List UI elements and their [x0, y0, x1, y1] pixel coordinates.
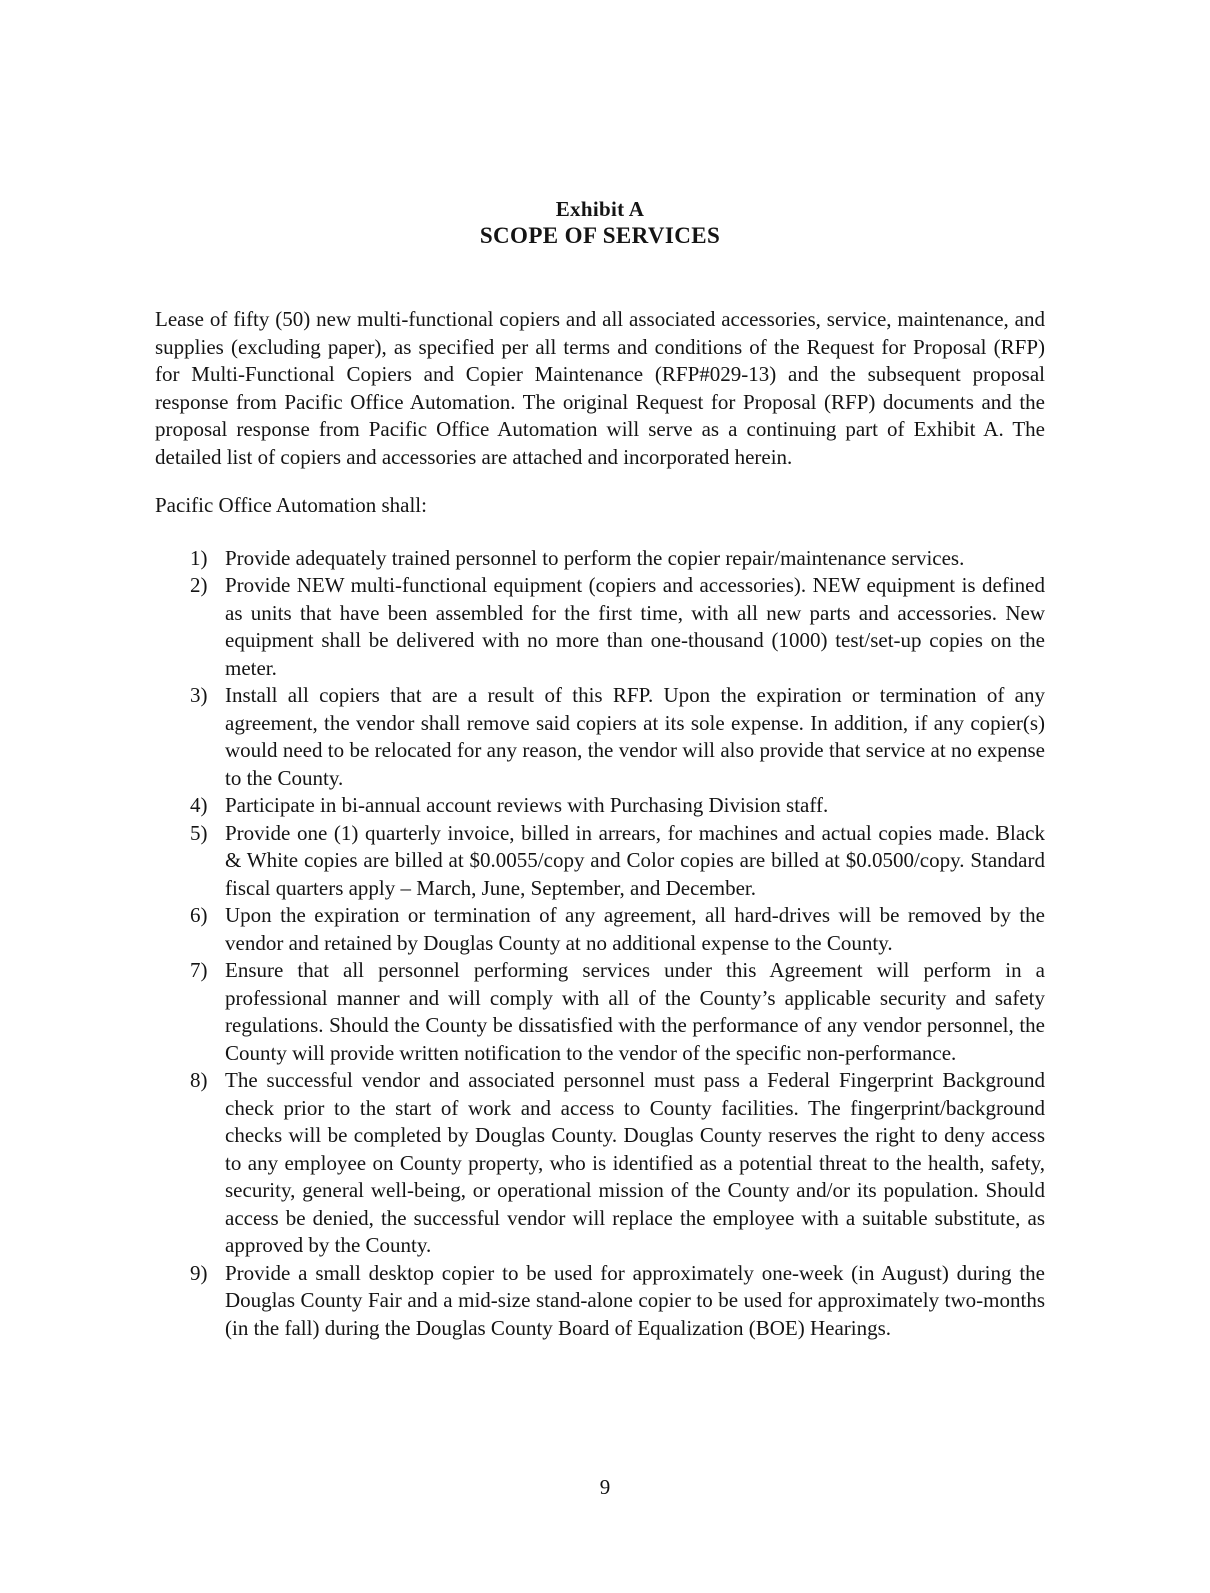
list-item-text: Provide a small desktop copier to be used for approximately one-week (in August) during the Douglas County Fair and a mid-size stand-alone copier to be used for approximately two-months (in the fall) during the Douglas County Board of Equalization (BOE) Hearings.	[225, 1260, 1045, 1340]
list-item-text: Upon the expiration or termination of any agreement, all hard-drives will be removed by the vendor and retained by Douglas County at no additional expense to the County.	[225, 903, 1045, 955]
list-item-text: Install all copiers that are a result of this RFP. Upon the expiration or termination of any agreement, the vendor shall remove said copiers at its sole expense. In addition, if any copier(s) would need to be relocated for any reason, the vendor will also provide that service at no expense to the County.	[225, 683, 1045, 790]
list-item	[155, 957, 1045, 1067]
list-item-number: 5)	[190, 820, 208, 845]
list-item	[155, 792, 1045, 820]
list-item-number: 9)	[190, 1260, 208, 1285]
list-item	[155, 682, 1045, 792]
page-number: 9	[599, 1475, 611, 1499]
list-item-number: 8)	[190, 1068, 208, 1092]
lead-in-line: Pacific Office Automation shall:	[155, 493, 427, 517]
numbered-list	[155, 545, 1045, 1343]
list-item-number: 6)	[190, 903, 208, 927]
list-item-text: Participate in bi-annual account reviews with Purchasing Division staff.	[225, 793, 829, 817]
list-item-number: 3)	[190, 683, 208, 707]
list-item	[155, 1067, 1045, 1260]
list-item-number: 4)	[190, 793, 208, 817]
list-item-text: Provide one (1) quarterly invoice, billed in arrears, for machines and actual copies made. Black & White copies are billed at $0.0055/copy and Color copies are billed at $0.0500/copy. Standard fiscal quarters apply – March, June, September, and December.	[225, 820, 1045, 900]
intro-paragraph: Lease of fifty (50) new multi-functional copiers and all associated accessories, service, maintenance, and supplies (excluding paper), as specified per all terms and conditions of the Request for Proposal (RFP) for Multi-Functional Copiers and Copier Maintenance (RFP#029-13) and the subsequent proposal response from Pacific Office Automation. The original Request for Proposal (RFP) documents and the proposal response from Pacific Office Automation will serve as a continuing part of Exhibit A. The detailed list of copiers and accessories are attached and incorporated herein.	[155, 307, 1045, 469]
exhibit-heading: Exhibit A	[555, 197, 645, 221]
list-item	[155, 1260, 1045, 1343]
scope-of-services-heading: SCOPE OF SERVICES	[479, 223, 721, 248]
list-item	[155, 902, 1045, 957]
list-item-text: Provide adequately trained personnel to perform the copier repair/maintenance services.	[225, 545, 965, 570]
list-item-text: The successful vendor and associated personnel must pass a Federal Fingerprint Background check prior to the start of work and access to County facilities. The fingerprint/background checks will be completed by Douglas County. Douglas County reserves the right to deny access to any employee on County property, who is identified as a potential threat to the health, safety, security, general well-being, or operational mission of the County and/or its population. Should access be denied, the successful vendor will replace the employee with a suitable substitute, as approved by the County.	[225, 1068, 1045, 1257]
list-item-number: 2)	[190, 573, 208, 597]
list-item-number: 7)	[190, 958, 208, 982]
list-item	[155, 820, 1045, 903]
list-item	[155, 545, 1045, 573]
document-title	[155, 197, 1045, 249]
list-item-text: Provide NEW multi-functional equipment (copiers and accessories). NEW equipment is defined as units that have been assembled for the first time, with all new parts and accessories. New equipment shall be delivered with no more than one-thousand (1000) test/set-up copies on the meter.	[225, 573, 1045, 680]
list-item-number: 1)	[190, 545, 208, 570]
list-item-text: Ensure that all personnel performing services under this Agreement will perform in a professional manner and will comply with all of the County’s applicable security and safety regulations. Should the County be dissatisfied with the performance of any vendor personnel, the County will provide written notification to the vendor of the specific non-performance.	[225, 958, 1045, 1065]
list-item	[155, 572, 1045, 682]
